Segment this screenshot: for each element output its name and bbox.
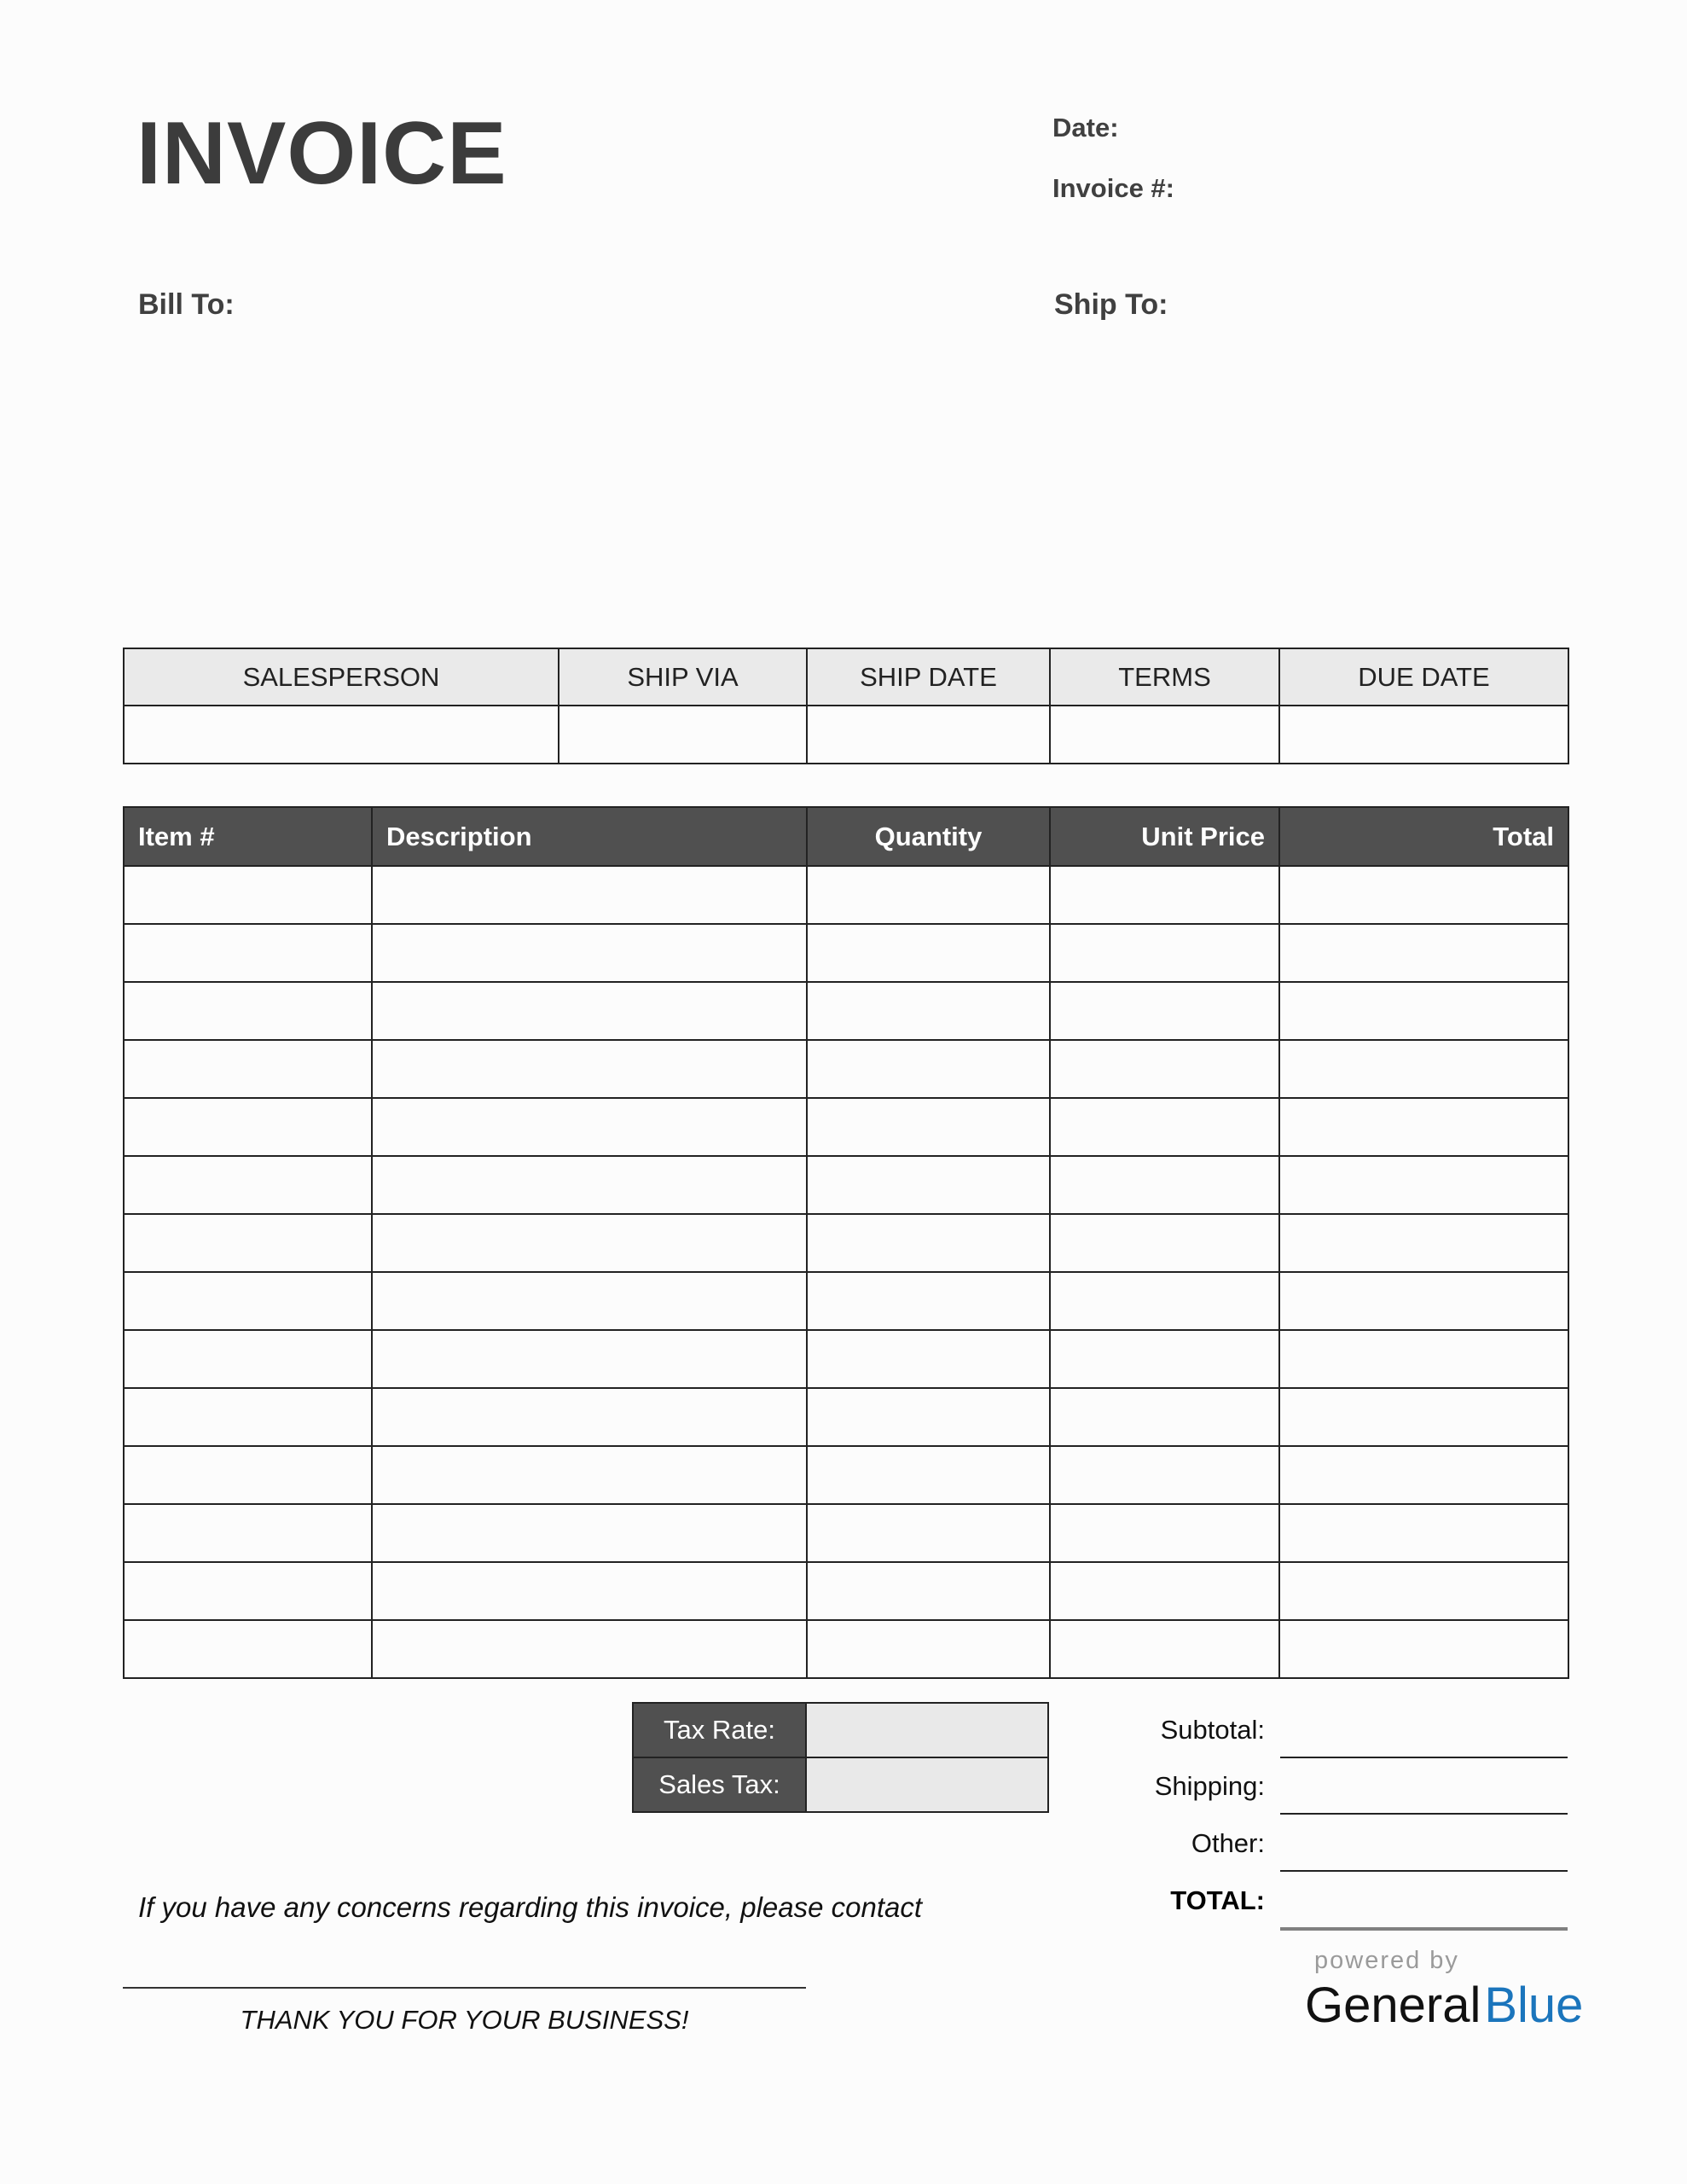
description-cell[interactable] xyxy=(372,1272,807,1330)
quantity-cell[interactable] xyxy=(807,866,1050,924)
column-header-unit-price: Unit Price xyxy=(1050,807,1279,866)
description-cell[interactable] xyxy=(372,866,807,924)
bill-to-label: Bill To: xyxy=(138,288,235,321)
total-cell[interactable] xyxy=(1279,1214,1568,1272)
unit-price-cell[interactable] xyxy=(1050,924,1279,982)
quantity-cell[interactable] xyxy=(807,1562,1050,1620)
invoice-title: INVOICE xyxy=(136,104,507,203)
item-number-cell[interactable] xyxy=(124,1446,372,1504)
quantity-cell[interactable] xyxy=(807,924,1050,982)
table-row xyxy=(124,1620,1568,1678)
total-cell[interactable] xyxy=(1279,1446,1568,1504)
shipping-label: Shipping: xyxy=(1154,1771,1265,1801)
line-items-body xyxy=(124,866,1568,1678)
table-row xyxy=(124,706,1568,764)
brand-logo-blue: Blue xyxy=(1484,1978,1584,2033)
unit-price-cell[interactable] xyxy=(1050,1272,1279,1330)
total-cell[interactable] xyxy=(1279,1562,1568,1620)
unit-price-cell[interactable] xyxy=(1050,1446,1279,1504)
total-cell[interactable] xyxy=(1279,924,1568,982)
table-row xyxy=(124,1098,1568,1156)
item-number-cell[interactable] xyxy=(124,866,372,924)
unit-price-cell[interactable] xyxy=(1050,1562,1279,1620)
quantity-cell[interactable] xyxy=(807,1388,1050,1446)
total-cell[interactable] xyxy=(1279,866,1568,924)
table-row xyxy=(124,1504,1568,1562)
other-field[interactable] xyxy=(1280,1870,1568,1872)
tax-box xyxy=(632,1702,1049,1813)
column-header-ship-date: SHIP DATE xyxy=(807,648,1050,706)
description-cell[interactable] xyxy=(372,1504,807,1562)
quantity-cell[interactable] xyxy=(807,1098,1050,1156)
table-row xyxy=(124,1562,1568,1620)
quantity-cell[interactable] xyxy=(807,1446,1050,1504)
concerns-note: If you have any concerns regarding this invoice, please contact xyxy=(138,1891,923,1923)
column-header-total: Total xyxy=(1279,807,1568,866)
item-number-cell[interactable] xyxy=(124,1040,372,1098)
sales-tax-label: Sales Tax: xyxy=(633,1757,806,1812)
shipping-field[interactable] xyxy=(1280,1813,1568,1815)
shipping-info-table xyxy=(123,648,1569,764)
unit-price-cell[interactable] xyxy=(1050,866,1279,924)
total-cell[interactable] xyxy=(1279,1330,1568,1388)
item-number-cell[interactable] xyxy=(124,1504,372,1562)
table-row xyxy=(124,982,1568,1040)
item-number-cell[interactable] xyxy=(124,1214,372,1272)
description-cell[interactable] xyxy=(372,1330,807,1388)
powered-by-label: powered by xyxy=(1314,1947,1459,1974)
table-row xyxy=(124,1040,1568,1098)
unit-price-cell[interactable] xyxy=(1050,1040,1279,1098)
unit-price-cell[interactable] xyxy=(1050,1620,1279,1678)
description-cell[interactable] xyxy=(372,1040,807,1098)
subtotal-field[interactable] xyxy=(1280,1757,1568,1758)
total-field[interactable] xyxy=(1280,1927,1568,1931)
ship-via-cell[interactable] xyxy=(559,706,807,764)
tax-rate-label: Tax Rate: xyxy=(633,1703,806,1757)
table-row xyxy=(124,924,1568,982)
total-cell[interactable] xyxy=(1279,1156,1568,1214)
thank-you-message: THANK YOU FOR YOUR BUSINESS! xyxy=(240,2005,689,2035)
tax-rate-field[interactable] xyxy=(806,1703,1048,1757)
table-row xyxy=(124,1156,1568,1214)
table-row xyxy=(124,1272,1568,1330)
total-cell[interactable] xyxy=(1279,1098,1568,1156)
ship-date-cell[interactable] xyxy=(807,706,1050,764)
column-header-salesperson: SALESPERSON xyxy=(124,648,559,706)
unit-price-cell[interactable] xyxy=(1050,982,1279,1040)
item-number-cell[interactable] xyxy=(124,1562,372,1620)
sales-tax-field[interactable] xyxy=(806,1757,1048,1812)
total-cell[interactable] xyxy=(1279,1620,1568,1678)
item-number-cell[interactable] xyxy=(124,982,372,1040)
salesperson-cell[interactable] xyxy=(124,706,559,764)
column-header-ship-via: SHIP VIA xyxy=(559,648,807,706)
description-cell[interactable] xyxy=(372,1388,807,1446)
quantity-cell[interactable] xyxy=(807,1040,1050,1098)
description-cell[interactable] xyxy=(372,1562,807,1620)
unit-price-cell[interactable] xyxy=(1050,1330,1279,1388)
date-label: Date: xyxy=(1052,113,1119,142)
column-header-due-date: DUE DATE xyxy=(1279,648,1568,706)
item-number-cell[interactable] xyxy=(124,924,372,982)
item-number-cell[interactable] xyxy=(124,1330,372,1388)
line-items-table xyxy=(123,806,1569,1679)
item-number-cell[interactable] xyxy=(124,1098,372,1156)
unit-price-cell[interactable] xyxy=(1050,1504,1279,1562)
total-cell[interactable] xyxy=(1279,1504,1568,1562)
item-number-cell[interactable] xyxy=(124,1156,372,1214)
column-header-terms: TERMS xyxy=(1050,648,1279,706)
total-cell[interactable] xyxy=(1279,1388,1568,1446)
other-label: Other: xyxy=(1191,1828,1265,1858)
subtotal-label: Subtotal: xyxy=(1160,1715,1265,1745)
total-label: TOTAL: xyxy=(1170,1885,1265,1915)
item-number-cell[interactable] xyxy=(124,1272,372,1330)
description-cell[interactable] xyxy=(372,1098,807,1156)
quantity-cell[interactable] xyxy=(807,982,1050,1040)
column-header-quantity: Quantity xyxy=(807,807,1050,866)
quantity-cell[interactable] xyxy=(807,1272,1050,1330)
quantity-cell[interactable] xyxy=(807,1504,1050,1562)
item-number-cell[interactable] xyxy=(124,1620,372,1678)
contact-line xyxy=(123,1987,806,1989)
total-cell[interactable] xyxy=(1279,1272,1568,1330)
unit-price-cell[interactable] xyxy=(1050,1214,1279,1272)
description-cell[interactable] xyxy=(372,1446,807,1504)
brand-logo xyxy=(1305,1978,1584,2033)
table-row xyxy=(124,1388,1568,1446)
description-cell[interactable] xyxy=(372,1214,807,1272)
invoice-number-label: Invoice #: xyxy=(1052,173,1174,203)
description-cell[interactable] xyxy=(372,982,807,1040)
unit-price-cell[interactable] xyxy=(1050,1098,1279,1156)
terms-cell[interactable] xyxy=(1050,706,1279,764)
description-cell[interactable] xyxy=(372,1156,807,1214)
description-cell[interactable] xyxy=(372,924,807,982)
column-header-item-number: Item # xyxy=(124,807,372,866)
quantity-cell[interactable] xyxy=(807,1330,1050,1388)
column-header-description: Description xyxy=(372,807,807,866)
total-cell[interactable] xyxy=(1279,982,1568,1040)
table-row xyxy=(124,1214,1568,1272)
quantity-cell[interactable] xyxy=(807,1214,1050,1272)
unit-price-cell[interactable] xyxy=(1050,1388,1279,1446)
item-number-cell[interactable] xyxy=(124,1388,372,1446)
quantity-cell[interactable] xyxy=(807,1620,1050,1678)
due-date-cell[interactable] xyxy=(1279,706,1568,764)
table-row xyxy=(124,866,1568,924)
total-cell[interactable] xyxy=(1279,1040,1568,1098)
ship-to-label: Ship To: xyxy=(1054,288,1168,321)
description-cell[interactable] xyxy=(372,1620,807,1678)
table-row xyxy=(124,1446,1568,1504)
brand-logo-general: General xyxy=(1305,1978,1481,2033)
unit-price-cell[interactable] xyxy=(1050,1156,1279,1214)
table-row xyxy=(124,1330,1568,1388)
quantity-cell[interactable] xyxy=(807,1156,1050,1214)
